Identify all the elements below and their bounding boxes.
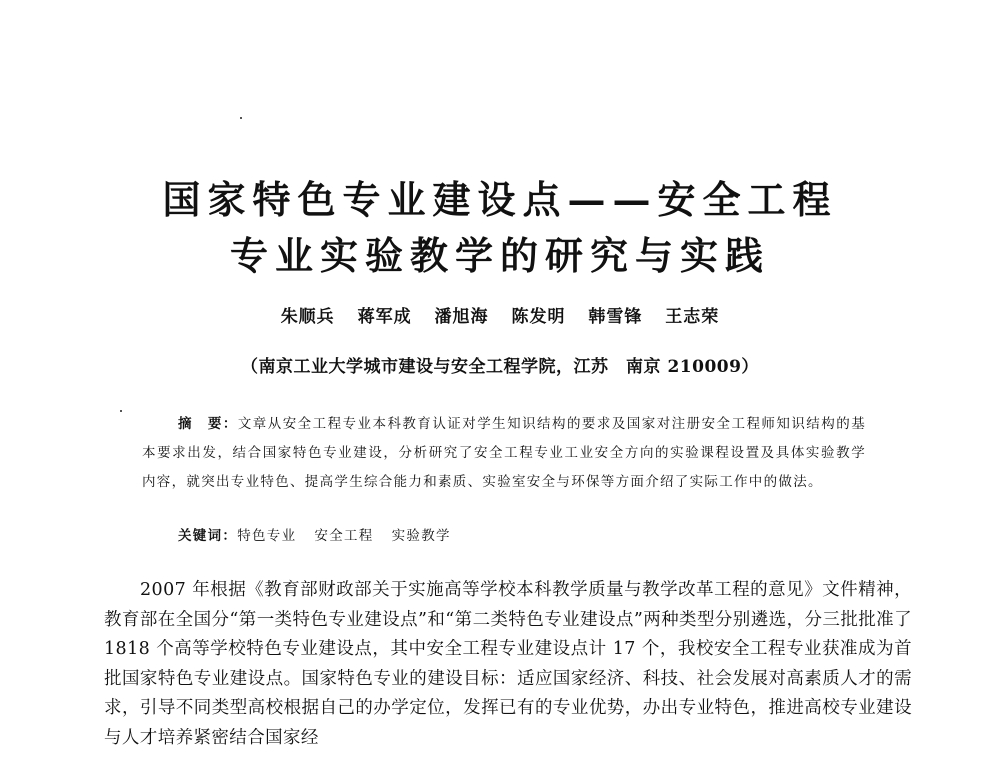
author-list xyxy=(120,302,880,327)
paper-title-line-1: 国家特色专业建设点——安全工程 xyxy=(162,177,838,222)
scan-speck xyxy=(240,117,242,119)
keyword: 特色专业 xyxy=(237,528,297,544)
affiliation: （南京工业大学城市建设与安全工程学院，江苏 南京 210009） xyxy=(241,357,759,377)
keyword: 安全工程 xyxy=(314,528,374,544)
abstract xyxy=(142,410,866,497)
author-name: 潘旭海 xyxy=(434,307,489,327)
body-paragraph: 2007 年根据《教育部财政部关于实施高等学校本科教学质量与教学改革工程的意见》文件精神，教育部在全国分“第一类特色专业建设点”和“第二类特色专业建设点”两种类型分别遴选，分三批批准了 1818 个高等学校特色专业建设点，其中安全工程专业建设点计 17 个，我校安全工程专业获准成为首批国家特色专业建设点。国家特色专业的建设目标：适应国家经济、科技、社会发展对高素质人才的需求，引导不同类型高校根据自己的办学定位，发挥已有的专业优势，办出专业特色，推进高校专业建设与人才培养紧密结合国家经 xyxy=(104,580,912,748)
author-name: 陈发明 xyxy=(511,307,566,327)
abstract-label: 摘 要： xyxy=(178,416,238,432)
author-name: 王志荣 xyxy=(665,307,720,327)
paper-title-line-2: 专业实验教学的研究与实践 xyxy=(229,233,770,278)
author-name: 朱顺兵 xyxy=(280,307,335,327)
scan-speck xyxy=(120,410,122,412)
author-name: 韩雪锋 xyxy=(588,307,643,327)
keywords xyxy=(178,522,469,551)
keywords-label: 关键词： xyxy=(178,528,238,544)
author-name: 蒋军成 xyxy=(357,307,412,327)
abstract-text: 文章从安全工程专业本科教育认证对学生知识结构的要求及国家对注册安全工程师知识结构的基本要求出发，结合国家特色专业建设，分析研究了安全工程专业工业安全方向的实验课程设置及具体实验教学内容，就突出专业特色、提高学生综合能力和素质、实验室安全与环保等方面介绍了实际工作中的做法。 xyxy=(142,416,866,490)
keyword: 实验教学 xyxy=(391,528,451,544)
